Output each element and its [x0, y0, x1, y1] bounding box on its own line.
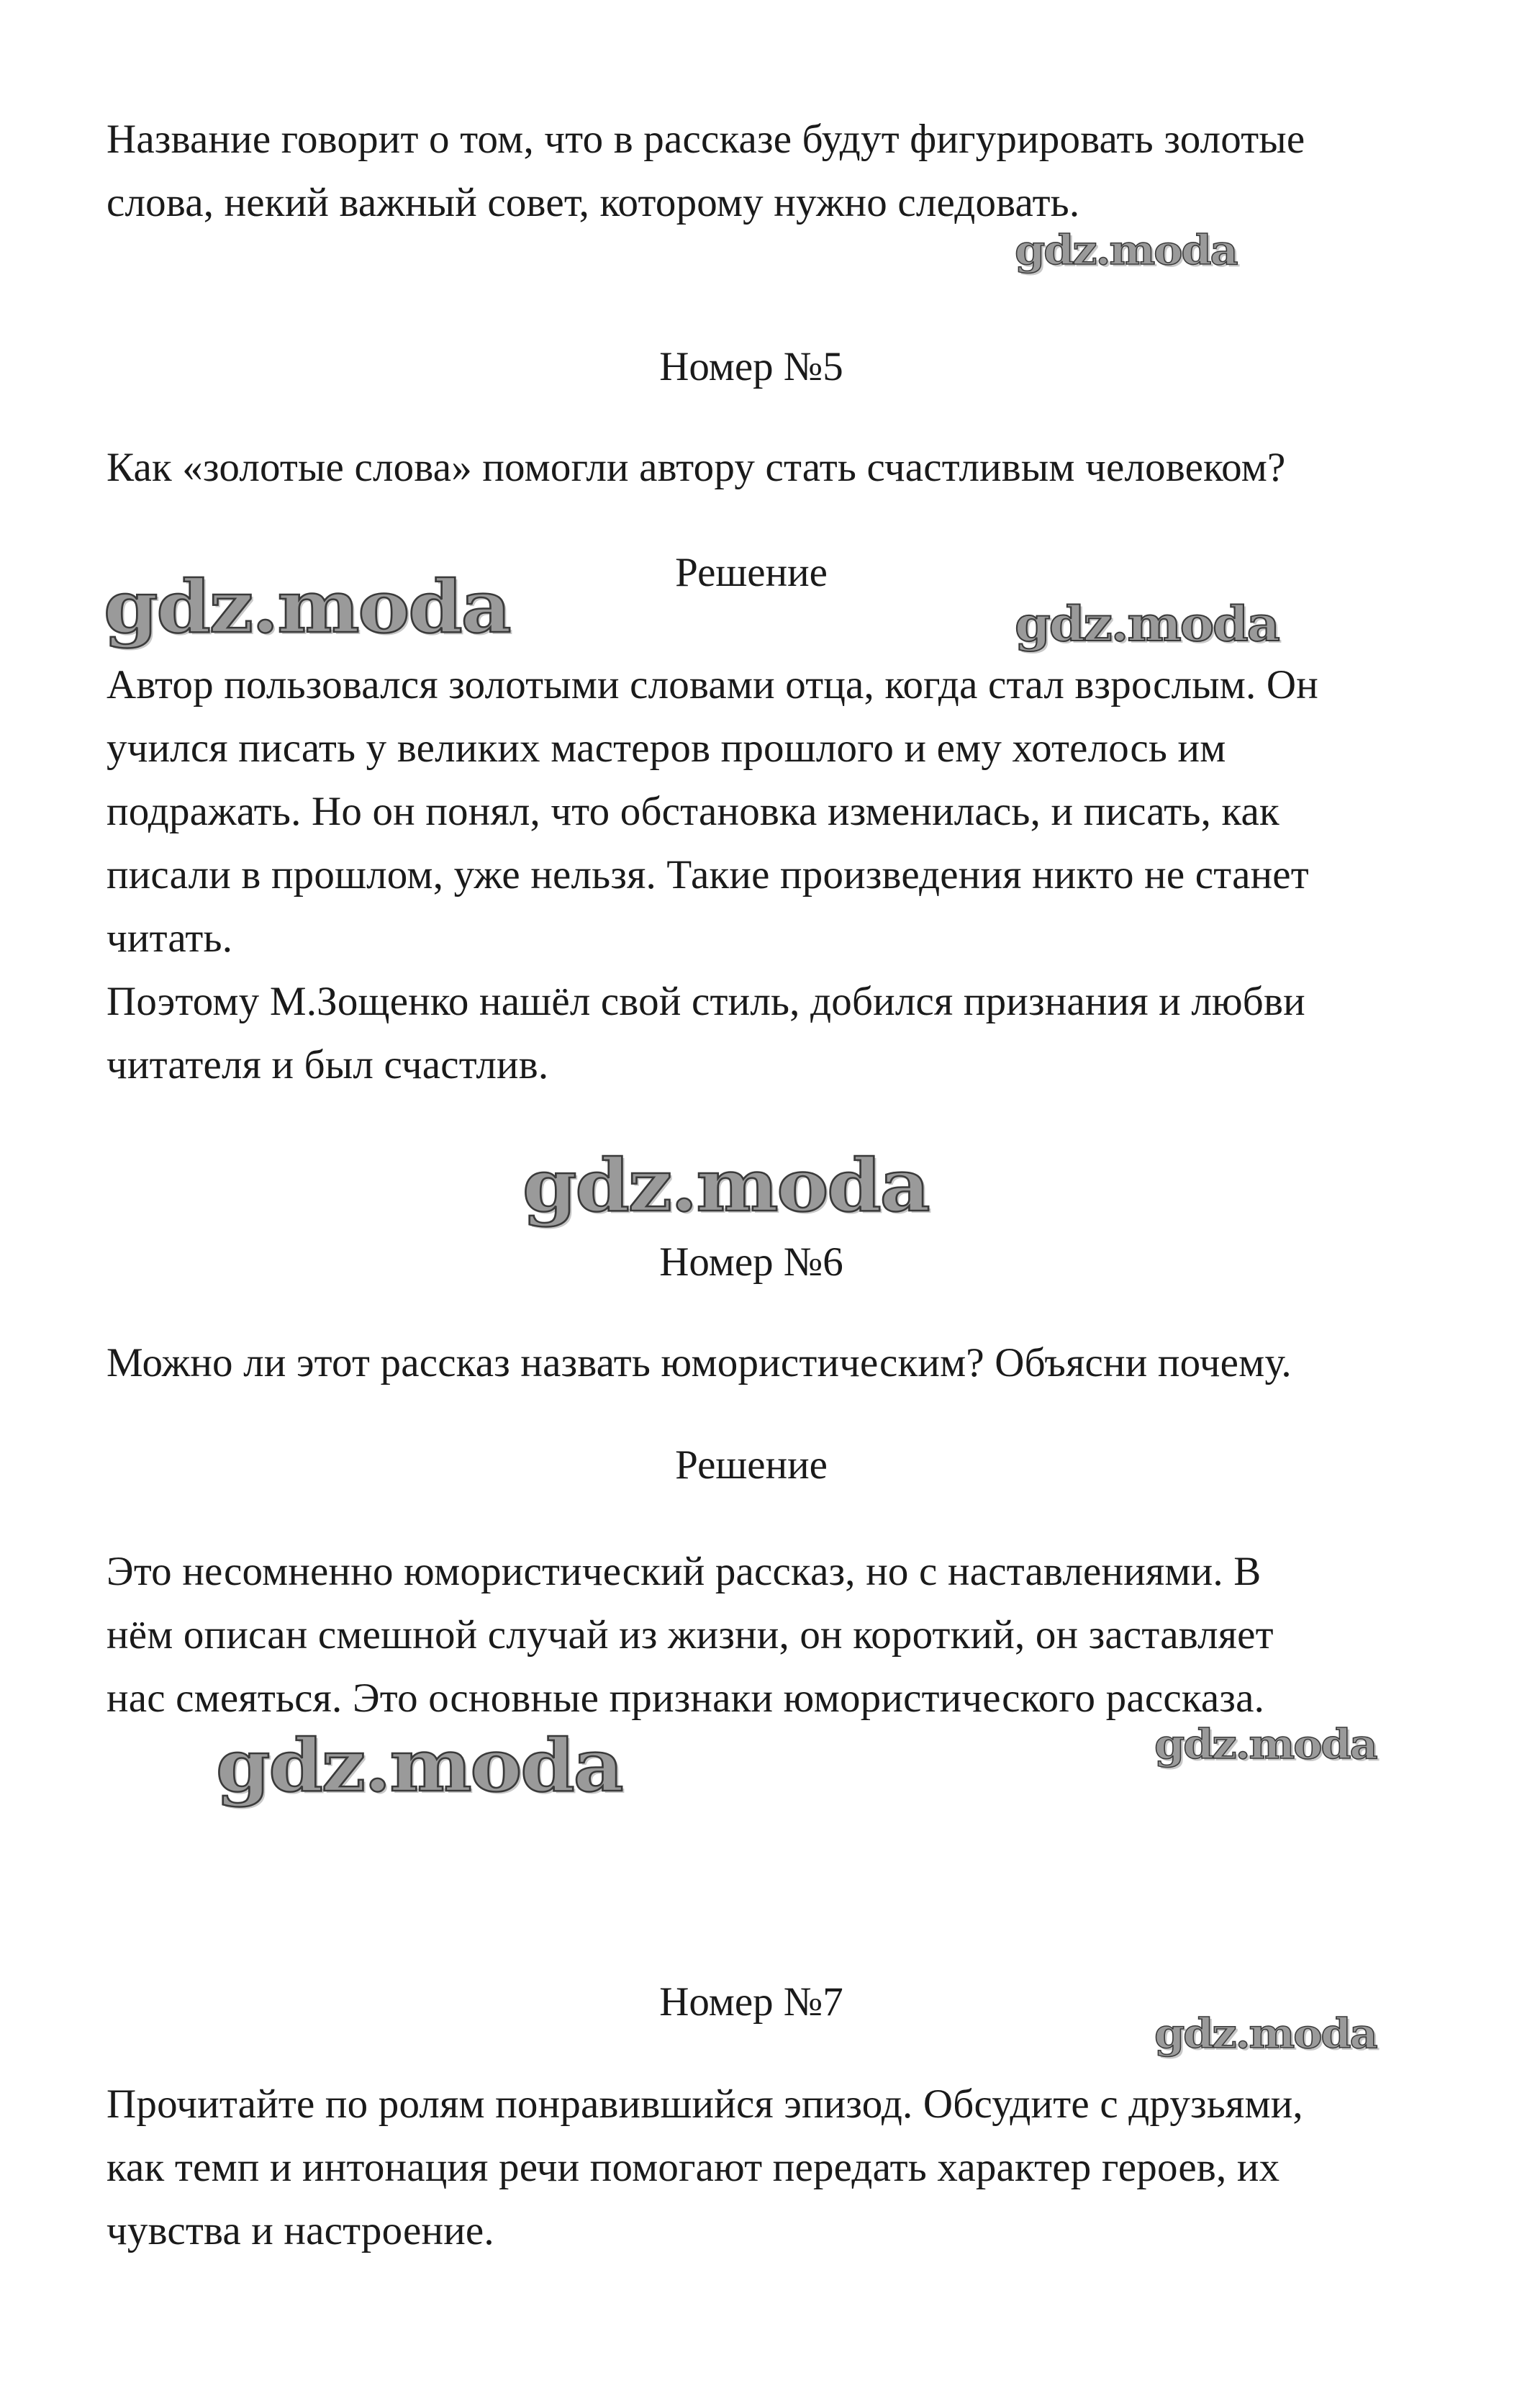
task5-answer-line: читателя и был счастлив. [107, 1042, 549, 1088]
watermark-logo: gdz.moda [522, 1143, 929, 1228]
watermark-logo: gdz.moda [1154, 1721, 1377, 1768]
watermark-logo: gdz.moda [216, 1723, 622, 1808]
task6-solution-heading: Решение [675, 1442, 828, 1488]
task5-answer-line: читать. [107, 915, 233, 961]
task7-heading: Номер №7 [659, 1979, 843, 2025]
task5-answer-line: подражать. Но он понял, что обстановка изменилась, и писать, как [107, 789, 1279, 834]
task7-question-line: как темп и интонация речи помогают передать характер героев, их [107, 2145, 1280, 2190]
task5-answer-line: писали в прошлом, уже нельзя. Такие произведения никто не станет [107, 852, 1309, 897]
task5-solution-heading: Решение [675, 550, 828, 595]
intro-line-2: слова, некий важный совет, которому нужно следовать. [107, 180, 1080, 225]
task5-answer-line: Автор пользовался золотыми словами отца, когда стал взрослым. Он [107, 662, 1318, 707]
watermark-logo: gdz.moda [1015, 596, 1279, 652]
task6-answer-line: нас смеяться. Это основные признаки юмористического рассказа. [107, 1676, 1265, 1721]
task6-answer-line: Это несомненно юмористический рассказ, но с наставлениями. В [107, 1549, 1262, 1594]
intro-line-1: Название говорит о том, что в рассказе будут фигурировать золотые [107, 117, 1305, 162]
task7-question-line: Прочитайте по ролям понравившийся эпизод. Обсудите с друзьями, [107, 2081, 1303, 2127]
watermark-logo: gdz.moda [104, 564, 510, 649]
task6-question: Можно ли этот рассказ назвать юмористическим? Объясни почему. [107, 1340, 1292, 1385]
watermark-logo: gdz.moda [1015, 227, 1237, 274]
task5-question: Как «золотые слова» помогли автору стать счастливым человеком? [107, 445, 1286, 490]
task6-answer-line: нём описан смешной случай из жизни, он короткий, он заставляет [107, 1612, 1274, 1658]
task5-answer-line: учился писать у великих мастеров прошлого и ему хотелось им [107, 725, 1226, 771]
task5-answer-line: Поэтому М.Зощенко нашёл свой стиль, добился признания и любви [107, 979, 1305, 1024]
task7-question-line: чувства и настроение. [107, 2208, 494, 2253]
watermark-logo: gdz.moda [1154, 2010, 1377, 2058]
task6-heading: Номер №6 [659, 1239, 843, 1285]
task5-heading: Номер №5 [659, 344, 843, 389]
